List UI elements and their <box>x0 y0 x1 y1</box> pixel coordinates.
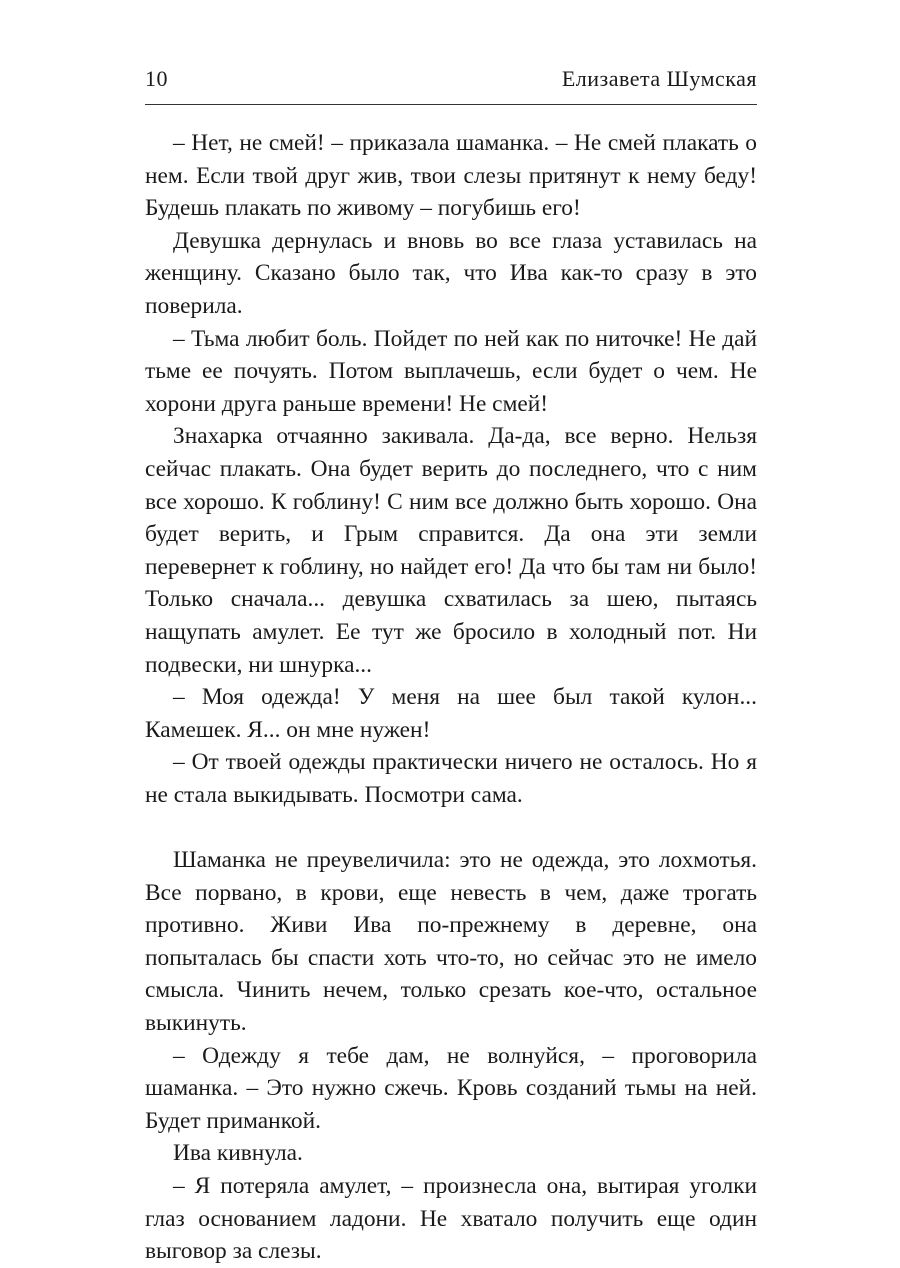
header-rule <box>145 104 757 105</box>
author-name: Елизавета Шумская <box>561 66 757 91</box>
paragraph: – Я потеряла амулет, – произнесла она, вытирая уголки глаз основанием ладони. Не хватало получить еще один выговор за слезы. <box>145 1173 757 1265</box>
page-number: 10 <box>145 66 168 91</box>
paragraph: Шаманка не преувеличила: это не одежда, это лохмотья. Все порвано, в крови, еще невесть в чем, даже трогать противно. Живи Ива по-прежнему в деревне, она попыталась бы спасти хоть что-то, но сейчас это не имело смысла. Чинить нечем, только срезать кое-что, остальное выкинуть. <box>145 847 757 1037</box>
paragraph: Ива кивнула. <box>173 1140 303 1167</box>
paragraph: Знахарка отчаянно закивала. Да-да, все верно. Нельзя сейчас плакать. Она будет верить до последнего, что с ним все хорошо. К гоблину! С ним все должно быть хорошо. Она будет верить, и Грым справится. Да она эти земли перевернет к гоблину, но найдет его! Да что бы там ни было! Только сначала... девушка схватилась за шею, пытаясь нащупать амулет. Ее тут же бросило в холодный пот. Ни подвески, ни шнурка... <box>145 423 757 678</box>
paragraph: – Тьма любит боль. Пойдет по ней как по ниточке! Не дай тьме ее почуять. Потом выплачешь, если будет о чем. Не хорони друга раньше времени! Не смей! <box>145 325 757 417</box>
section-break <box>145 811 757 844</box>
paragraph: Девушка дернулась и вновь во все глаза уставилась на женщину. Сказано было так, что Ива как-то сразу в это поверила. <box>145 227 757 319</box>
paragraph: – Нет, не смей! – приказала шаманка. – Не смей плакать о нем. Если твой друг жив, твои слезы притянут к нему беду! Будешь плакать по живому – погубишь его! <box>145 130 757 222</box>
paragraph: – От твоей одежды практически ничего не осталось. Но я не стала выкидывать. Посмотри сама. <box>145 749 757 808</box>
book-page <box>145 0 757 1265</box>
body-text <box>145 127 757 1268</box>
paragraph: – Моя одежда! У меня на шее был такой кулон... Камешек. Я... он мне нужен! <box>145 684 757 743</box>
running-head <box>145 66 757 100</box>
paragraph: – Одежду я тебе дам, не волнуйся, – проговорила шаманка. – Это нужно сжечь. Кровь созданий тьмы на ней. Будет приманкой. <box>145 1042 757 1134</box>
